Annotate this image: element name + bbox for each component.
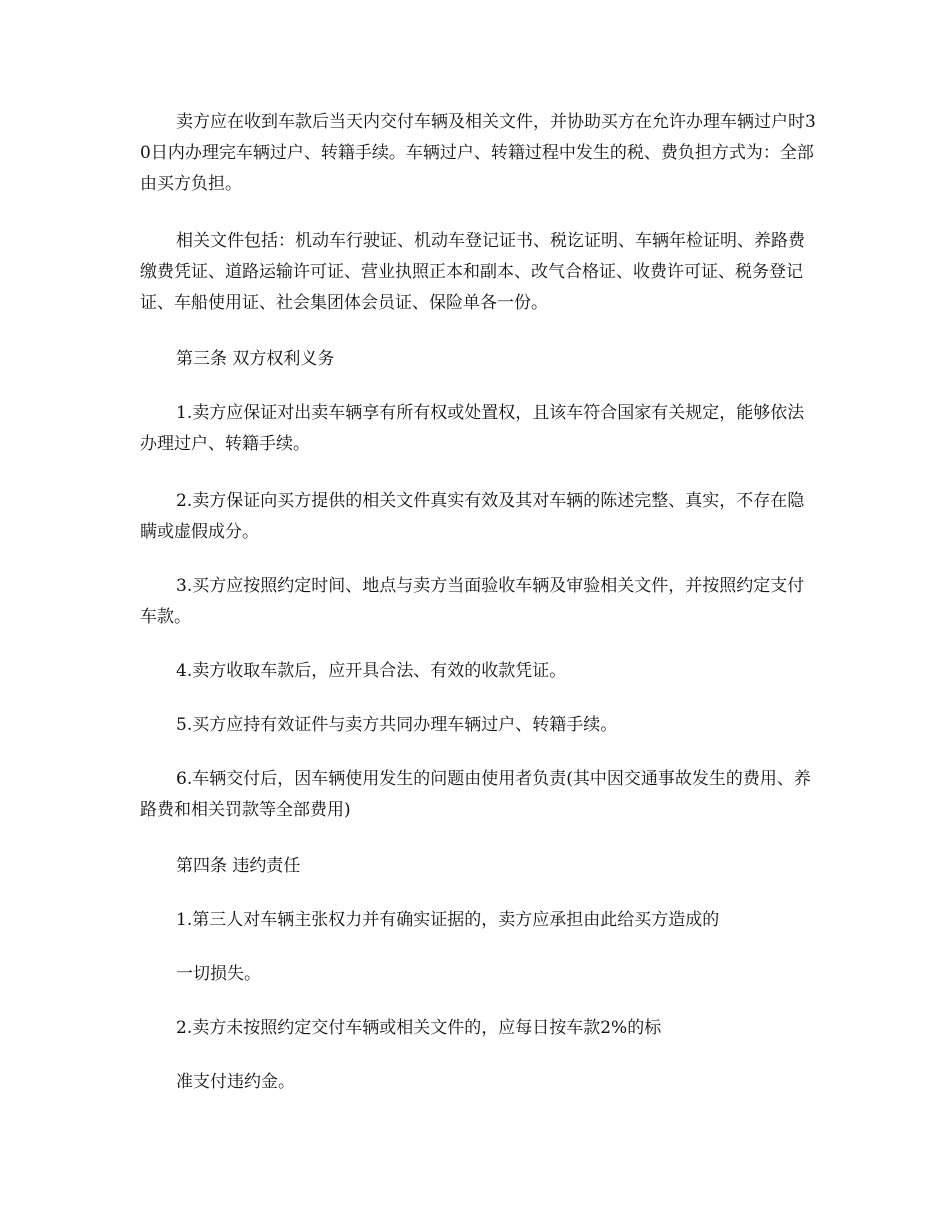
section-heading-article-4: 第四条 违约责任 <box>176 856 301 876</box>
clause-3-3: 3.买方应按照约定时间、地点与卖方当面验收车辆及审验相关文件，并按照约定支付车款。 <box>140 576 805 627</box>
paragraph-delivery-terms: 卖方应在收到车款后当天内交付车辆及相关文件，并协助买方在允许办理车辆过户时30日内办理完车辆过户、转籍手续。车辆过户、转籍过程中发生的税、费负担方式为：全部由买方负担。 <box>140 112 816 194</box>
clause-4-1-continued: 一切损失。 <box>176 964 261 984</box>
clause-4-2-continued: 准支付违约金。 <box>176 1072 295 1092</box>
clause-3-5: 5.买方应持有效证件与卖方共同办理车辆过户、转籍手续。 <box>176 715 618 735</box>
clause-4-2: 2.卖方未按照约定交付车辆或相关文件的，应每日按车款2%的标 <box>176 1018 662 1038</box>
clause-3-2: 2.卖方保证向买方提供的相关文件真实有效及其对车辆的陈述完整、真实，不存在隐瞒或虚假成分。 <box>140 491 805 542</box>
clause-3-6: 6.车辆交付后，因车辆使用发生的问题由使用者负责(其中因交通事故发生的费用、养路费和相关罚款等全部费用) <box>140 769 811 820</box>
section-heading-article-3: 第三条 双方权利义务 <box>176 349 335 369</box>
clause-3-1: 1.卖方应保证对出卖车辆享有所有权或处置权，且该车符合国家有关规定，能够依法办理过户、转籍手续。 <box>140 403 805 454</box>
paragraph-related-documents: 相关文件包括：机动车行驶证、机动车登记证书、税讫证明、车辆年检证明、养路费缴费凭证、道路运输许可证、营业执照正本和副本、改气合格证、收费许可证、税务登记证、车船使用证、社会集团体会员证、保险单各一份。 <box>140 231 805 313</box>
clause-4-1: 1.第三人对车辆主张权力并有确实证据的，卖方应承担由此给买方造成的 <box>176 910 720 930</box>
clause-3-4: 4.卖方收取车款后，应开具合法、有效的收款凭证。 <box>176 661 567 681</box>
